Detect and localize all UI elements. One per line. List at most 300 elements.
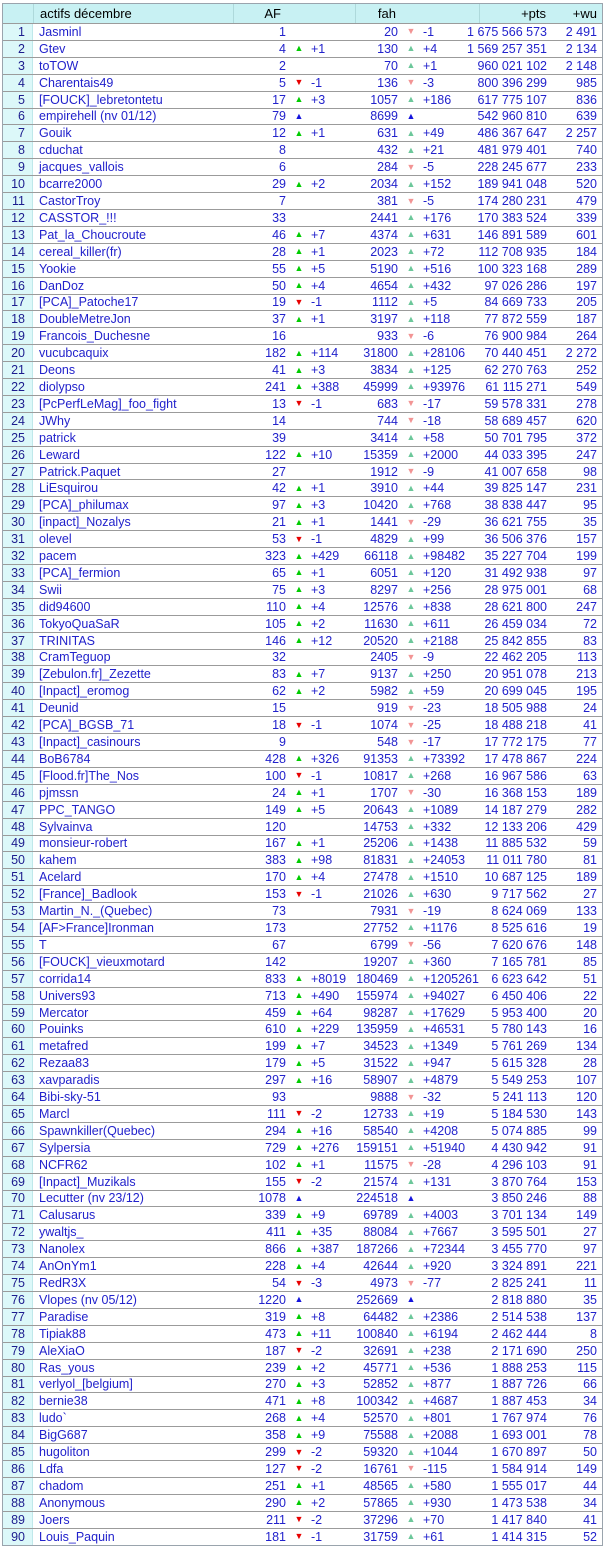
player-name[interactable]: corrida14 bbox=[39, 971, 92, 986]
af-trend-icon: ▲ bbox=[294, 618, 304, 629]
fah-trend-icon: ▲ bbox=[406, 1226, 416, 1237]
player-name[interactable]: Rezaa83 bbox=[39, 1056, 90, 1071]
fah-delta: +432 bbox=[423, 278, 452, 293]
wu-value: 16 bbox=[583, 1022, 597, 1037]
fah-trend-icon: ▲ bbox=[406, 43, 416, 54]
player-name[interactable]: TRINITAS bbox=[39, 633, 96, 648]
fah-trend-icon: ▲ bbox=[406, 668, 416, 679]
pts-value: 1 417 840 bbox=[491, 1512, 547, 1527]
table-row bbox=[3, 1122, 602, 1139]
af-value: 75 bbox=[272, 582, 286, 597]
table-row bbox=[3, 310, 602, 327]
fah-trend-icon: ▲ bbox=[406, 1007, 416, 1018]
player-name[interactable]: did94600 bbox=[39, 599, 91, 614]
rank-cell: 12 bbox=[3, 210, 33, 226]
rank-cell: 84 bbox=[3, 1427, 33, 1443]
rank-cell: 70 bbox=[3, 1191, 33, 1207]
player-name[interactable]: verlyol_[belgium] bbox=[39, 1377, 133, 1392]
table-row bbox=[3, 1342, 602, 1359]
fah-delta: +61 bbox=[423, 1529, 445, 1544]
player-name[interactable]: cduchat bbox=[39, 143, 83, 158]
player-name[interactable]: Deunid bbox=[39, 701, 79, 716]
player-name[interactable]: Ldfa bbox=[39, 1461, 64, 1476]
af-delta: +326 bbox=[311, 751, 340, 766]
fah-delta: +73392 bbox=[423, 751, 466, 766]
wu-value: 28 bbox=[583, 1056, 597, 1071]
fah-trend-icon: ▲ bbox=[406, 1378, 416, 1389]
af-trend-icon: ▼ bbox=[294, 1514, 304, 1525]
fah-value: 432 bbox=[377, 143, 398, 158]
player-name[interactable]: [Inpact]_Muzikals bbox=[39, 1174, 136, 1189]
table-row bbox=[3, 344, 602, 361]
af-trend-icon: ▲ bbox=[294, 178, 304, 189]
pts-value: 16 368 153 bbox=[484, 785, 547, 800]
player-name[interactable]: Calusarus bbox=[39, 1208, 96, 1223]
af-delta: -2 bbox=[311, 1445, 323, 1460]
pts-value: 617 775 107 bbox=[477, 92, 547, 107]
player-name[interactable]: Gouik bbox=[39, 126, 72, 141]
table-row bbox=[3, 919, 602, 936]
table-row bbox=[3, 513, 602, 530]
wu-value: 99 bbox=[583, 1123, 597, 1138]
wu-value: 120 bbox=[576, 1090, 597, 1105]
af-delta: -3 bbox=[311, 1276, 323, 1291]
pts-value: 44 033 395 bbox=[484, 447, 547, 462]
player-name[interactable]: DoubleMetreJon bbox=[39, 312, 131, 327]
player-name[interactable]: patrick bbox=[39, 430, 76, 445]
af-delta bbox=[309, 210, 355, 226]
fah-trend-icon: ▲ bbox=[406, 1192, 416, 1203]
player-name[interactable]: Sylvainva bbox=[39, 819, 93, 834]
rank-cell: 6 bbox=[3, 109, 33, 125]
af-trend-icon: ▼ bbox=[294, 533, 304, 544]
fah-trend-icon: ▲ bbox=[406, 1074, 416, 1085]
fah-trend-icon: ▲ bbox=[406, 110, 416, 121]
af-value: 149 bbox=[265, 802, 286, 817]
player-name[interactable]: vucubcaquix bbox=[39, 346, 109, 361]
af-delta: -2 bbox=[311, 1343, 323, 1358]
pts-value: 17 772 175 bbox=[484, 735, 547, 750]
rank-cell: 40 bbox=[3, 683, 33, 699]
fah-value: 631 bbox=[377, 126, 398, 141]
fah-delta: +1176 bbox=[423, 920, 458, 935]
player-name[interactable]: chadom bbox=[39, 1478, 84, 1493]
af-trend-icon bbox=[289, 819, 309, 835]
af-delta: +4 bbox=[311, 278, 326, 293]
fah-trend-icon: ▼ bbox=[406, 330, 416, 341]
wu-value: 264 bbox=[576, 329, 597, 344]
rank-cell: 19 bbox=[3, 328, 33, 344]
rank-cell: 52 bbox=[3, 886, 33, 902]
player-name[interactable]: [Flood.fr]The_Nos bbox=[39, 768, 140, 783]
table-row bbox=[3, 1477, 602, 1494]
rank-cell: 32 bbox=[3, 548, 33, 564]
wu-value: 78 bbox=[583, 1428, 597, 1443]
player-name[interactable]: Acelard bbox=[39, 870, 82, 885]
table-row bbox=[3, 1291, 602, 1308]
fah-value: 8699 bbox=[370, 109, 398, 124]
fah-delta: -9 bbox=[423, 464, 435, 479]
rank-cell: 9 bbox=[3, 159, 33, 175]
table-row bbox=[3, 479, 602, 496]
player-name[interactable]: BoB6784 bbox=[39, 751, 91, 766]
player-name[interactable]: Charentais49 bbox=[39, 75, 114, 90]
table-row bbox=[3, 970, 602, 987]
player-name[interactable]: Pat_la_Choucroute bbox=[39, 227, 147, 242]
player-name[interactable]: pjmssn bbox=[39, 785, 79, 800]
pts-value: 35 227 704 bbox=[484, 549, 547, 564]
player-name[interactable]: Ras_yous bbox=[39, 1360, 95, 1375]
rank-cell: 38 bbox=[3, 650, 33, 666]
player-name[interactable]: bernie38 bbox=[39, 1394, 88, 1409]
af-delta: -1 bbox=[311, 1529, 323, 1544]
fah-trend-icon: ▼ bbox=[406, 26, 416, 37]
table-row bbox=[3, 361, 602, 378]
player-name[interactable]: Leward bbox=[39, 447, 80, 462]
af-value: 729 bbox=[265, 1140, 286, 1155]
player-name[interactable]: CramTeguop bbox=[39, 650, 111, 665]
af-delta: +12 bbox=[311, 633, 333, 648]
rank-cell: 61 bbox=[3, 1038, 33, 1054]
wu-value: 77 bbox=[583, 735, 597, 750]
player-name[interactable]: Martin_N._(Quebec) bbox=[39, 904, 153, 919]
table-row bbox=[3, 1443, 602, 1460]
player-name[interactable]: Sylpersia bbox=[39, 1140, 91, 1155]
fah-delta: +94027 bbox=[423, 988, 466, 1003]
fah-trend-icon: ▼ bbox=[406, 702, 416, 713]
table-row bbox=[3, 175, 602, 192]
player-name[interactable]: xavparadis bbox=[39, 1073, 100, 1088]
header-af-arrow-spacer bbox=[289, 4, 309, 23]
table-row bbox=[3, 243, 602, 260]
af-trend-icon: ▲ bbox=[294, 482, 304, 493]
fah-delta: -9 bbox=[423, 650, 435, 665]
fah-trend-icon: ▲ bbox=[406, 1395, 416, 1406]
fah-delta: +332 bbox=[423, 819, 452, 834]
rank-cell: 89 bbox=[3, 1512, 33, 1528]
pts-value: 16 967 586 bbox=[484, 768, 547, 783]
rank-cell: 75 bbox=[3, 1275, 33, 1291]
player-name[interactable]: [Zebulon.fr]_Zezette bbox=[39, 667, 151, 682]
af-delta: +1 bbox=[311, 1478, 326, 1493]
player-name[interactable]: toTOW bbox=[39, 58, 79, 73]
rank-cell: 29 bbox=[3, 497, 33, 513]
af-value: 339 bbox=[265, 1208, 286, 1223]
af-delta bbox=[309, 819, 355, 835]
player-name[interactable]: AnOnYm1 bbox=[39, 1259, 97, 1274]
table-row bbox=[3, 1392, 602, 1409]
player-name[interactable]: bcarre2000 bbox=[39, 177, 103, 192]
af-value: 18 bbox=[272, 718, 286, 733]
fah-delta: +120 bbox=[423, 565, 452, 580]
player-name[interactable]: Deons bbox=[39, 363, 76, 378]
af-value: 111 bbox=[266, 1106, 286, 1121]
fah-delta: -25 bbox=[423, 718, 442, 733]
table-row bbox=[3, 767, 602, 784]
player-name[interactable]: olevel bbox=[39, 532, 72, 547]
player-name[interactable]: Yookie bbox=[39, 261, 77, 276]
fah-delta: +580 bbox=[423, 1478, 452, 1493]
pts-value: 3 595 501 bbox=[491, 1225, 547, 1240]
fah-value: 8297 bbox=[370, 582, 398, 597]
rank-cell: 51 bbox=[3, 869, 33, 885]
rank-cell: 1 bbox=[3, 24, 33, 40]
table-row bbox=[3, 192, 602, 209]
pts-value: 26 459 034 bbox=[484, 616, 547, 631]
player-name[interactable]: ludo` bbox=[39, 1411, 67, 1426]
rank-cell: 64 bbox=[3, 1089, 33, 1105]
af-trend-icon: ▲ bbox=[294, 364, 304, 375]
player-name[interactable]: monsieur-robert bbox=[39, 836, 128, 851]
wu-value: 85 bbox=[583, 954, 597, 969]
player-name[interactable]: CastorTroy bbox=[39, 194, 101, 209]
pts-value: 14 187 279 bbox=[484, 802, 547, 817]
table-row bbox=[3, 1054, 602, 1071]
fah-value: 252669 bbox=[356, 1292, 398, 1307]
af-value: 1220 bbox=[258, 1292, 286, 1307]
pts-value: 41 007 658 bbox=[484, 464, 547, 479]
rank-cell: 3 bbox=[3, 58, 33, 74]
rank-cell: 66 bbox=[3, 1123, 33, 1139]
player-name[interactable]: CASSTOR_!!! bbox=[39, 210, 117, 225]
player-name[interactable]: PPC_TANGO bbox=[39, 802, 116, 817]
player-name[interactable]: Joers bbox=[39, 1512, 70, 1527]
player-name[interactable]: [inpact]_Nozalys bbox=[39, 515, 131, 530]
fah-delta bbox=[421, 1191, 479, 1207]
pts-value: 50 701 795 bbox=[484, 430, 547, 445]
rank-cell: 87 bbox=[3, 1478, 33, 1494]
player-name[interactable]: [FOUCK]_vieuxmotard bbox=[39, 954, 165, 969]
af-value: 17 bbox=[272, 92, 286, 107]
player-name[interactable]: NCFR62 bbox=[39, 1157, 88, 1172]
player-name[interactable]: Pouinks bbox=[39, 1022, 84, 1037]
rank-cell: 80 bbox=[3, 1360, 33, 1376]
player-name[interactable]: empirehell (nv 01/12) bbox=[39, 109, 157, 124]
pts-value: 61 115 271 bbox=[485, 379, 547, 394]
fah-trend-icon: ▲ bbox=[406, 618, 416, 629]
fah-delta: +250 bbox=[423, 667, 452, 682]
rank-cell: 27 bbox=[3, 464, 33, 480]
af-delta: +5 bbox=[311, 802, 326, 817]
pts-value: 84 669 733 bbox=[484, 295, 547, 310]
wu-value: 34 bbox=[583, 1394, 597, 1409]
player-name[interactable]: [PcPerfLeMag]_foo_fight bbox=[39, 396, 177, 411]
pts-value: 58 689 457 bbox=[484, 413, 547, 428]
player-name[interactable]: JWhy bbox=[39, 413, 71, 428]
rank-cell: 55 bbox=[3, 937, 33, 953]
rank-cell: 77 bbox=[3, 1309, 33, 1325]
pts-value: 960 021 102 bbox=[477, 58, 547, 73]
player-name[interactable]: Spawnkiller(Quebec) bbox=[39, 1123, 156, 1138]
fah-delta: +93976 bbox=[423, 379, 466, 394]
fah-value: 11630 bbox=[364, 616, 398, 631]
af-trend-icon: ▲ bbox=[294, 990, 304, 1001]
af-trend-icon: ▲ bbox=[294, 1142, 304, 1153]
rank-cell: 30 bbox=[3, 514, 33, 530]
player-name[interactable]: Vlopes (nv 05/12) bbox=[39, 1292, 137, 1307]
player-name[interactable]: [Inpact]_eromog bbox=[39, 684, 130, 699]
player-name[interactable]: Patrick.Paquet bbox=[39, 464, 121, 479]
af-value: 1078 bbox=[258, 1191, 286, 1206]
player-name[interactable]: jacques_vallois bbox=[39, 160, 124, 175]
fah-delta: +630 bbox=[423, 887, 452, 902]
fah-trend-icon: ▼ bbox=[406, 1463, 416, 1474]
player-name[interactable]: Tipiak88 bbox=[39, 1326, 86, 1341]
player-name[interactable]: ywaltjs_ bbox=[39, 1225, 84, 1240]
af-delta: +1 bbox=[311, 515, 326, 530]
af-delta: +9 bbox=[311, 1208, 326, 1223]
header-fah-arrow-spacer bbox=[401, 4, 421, 23]
rank-cell: 86 bbox=[3, 1461, 33, 1477]
player-name[interactable]: Univers93 bbox=[39, 988, 96, 1003]
player-name[interactable]: T bbox=[39, 937, 47, 952]
rank-cell: 71 bbox=[3, 1207, 33, 1223]
table-row bbox=[3, 1460, 602, 1477]
af-trend-icon: ▼ bbox=[294, 1531, 304, 1542]
table-row bbox=[3, 699, 602, 716]
wu-value: 157 bbox=[576, 532, 597, 547]
af-value: 79 bbox=[272, 109, 286, 124]
rank-cell: 76 bbox=[3, 1292, 33, 1308]
fah-value: 15359 bbox=[363, 447, 398, 462]
table-row bbox=[3, 277, 602, 294]
fah-value: 52570 bbox=[363, 1411, 398, 1426]
fah-value: 155974 bbox=[356, 988, 398, 1003]
rank-cell: 63 bbox=[3, 1072, 33, 1088]
af-delta bbox=[309, 142, 355, 158]
af-value: 5 bbox=[279, 75, 286, 90]
player-name[interactable]: BigG687 bbox=[39, 1428, 88, 1443]
player-name[interactable]: [Inpact]_casinours bbox=[39, 735, 141, 750]
player-name[interactable]: DanDoz bbox=[39, 278, 85, 293]
wu-value: 372 bbox=[576, 430, 597, 445]
fah-trend-icon: ▲ bbox=[406, 584, 416, 595]
player-name[interactable]: AleXiaO bbox=[39, 1343, 85, 1358]
table-row bbox=[3, 615, 602, 632]
fah-trend-icon: ▲ bbox=[406, 263, 416, 274]
player-name[interactable]: Francois_Duchesne bbox=[39, 329, 151, 344]
player-name[interactable]: Jasminl bbox=[39, 24, 82, 39]
fah-value: 9137 bbox=[370, 667, 398, 682]
player-name[interactable]: Swii bbox=[39, 582, 62, 597]
player-name[interactable]: cereal_killer(fr) bbox=[39, 244, 122, 259]
player-name[interactable]: hugoliton bbox=[39, 1445, 90, 1460]
pts-value: 6 623 642 bbox=[491, 971, 547, 986]
player-name[interactable]: Mercator bbox=[39, 1005, 89, 1020]
fah-delta: -17 bbox=[423, 396, 442, 411]
player-name[interactable]: Marcl bbox=[39, 1106, 70, 1121]
af-delta: +1 bbox=[311, 836, 326, 851]
af-trend-icon: ▲ bbox=[294, 516, 304, 527]
af-delta: +229 bbox=[311, 1022, 340, 1037]
header-rank bbox=[3, 4, 33, 23]
fah-value: 10420 bbox=[363, 498, 398, 513]
af-value: 33 bbox=[272, 210, 286, 225]
player-name[interactable]: diolypso bbox=[39, 379, 85, 394]
pts-value: 38 838 447 bbox=[484, 498, 547, 513]
wu-value: 59 bbox=[583, 836, 597, 851]
player-name[interactable]: Lecutter (nv 23/12) bbox=[39, 1191, 144, 1206]
af-trend-icon bbox=[289, 430, 309, 446]
fah-value: 3910 bbox=[370, 481, 398, 496]
fah-value: 32691 bbox=[363, 1343, 398, 1358]
fah-trend-icon: ▲ bbox=[406, 1125, 416, 1136]
wu-value: 41 bbox=[583, 718, 597, 733]
af-value: 411 bbox=[266, 1225, 286, 1240]
player-name[interactable]: Paradise bbox=[39, 1309, 89, 1324]
pts-value: 1 473 538 bbox=[491, 1495, 547, 1510]
player-name[interactable]: LiEsquirou bbox=[39, 481, 99, 496]
pts-value: 31 492 938 bbox=[484, 565, 547, 580]
fah-value: 9888 bbox=[370, 1090, 398, 1105]
table-row bbox=[3, 395, 602, 412]
header-af: AF bbox=[233, 4, 289, 23]
player-name[interactable]: RedR3X bbox=[39, 1276, 87, 1291]
rank-cell: 2 bbox=[3, 41, 33, 57]
af-delta: +2 bbox=[311, 1360, 326, 1375]
player-name[interactable]: [FOUCK]_lebretontetu bbox=[39, 92, 163, 107]
af-value: 251 bbox=[265, 1478, 286, 1493]
pts-value: 2 818 880 bbox=[491, 1292, 547, 1307]
player-name[interactable]: pacem bbox=[39, 549, 77, 564]
fah-trend-icon: ▼ bbox=[406, 1091, 416, 1102]
fah-delta: +4208 bbox=[423, 1123, 459, 1138]
player-name[interactable]: TokyoQuaSaR bbox=[39, 616, 120, 631]
player-name[interactable]: [PCA]_fermion bbox=[39, 565, 121, 580]
af-delta: -1 bbox=[311, 768, 323, 783]
af-delta: +98 bbox=[311, 853, 333, 868]
fah-trend-icon: ▲ bbox=[406, 1446, 416, 1457]
player-name[interactable]: Nanolex bbox=[39, 1242, 85, 1257]
fah-trend-icon: ▲ bbox=[406, 178, 416, 189]
player-name[interactable]: [AF>France]Ironman bbox=[39, 920, 154, 935]
pts-value: 36 506 376 bbox=[484, 532, 547, 547]
af-value: 12 bbox=[272, 126, 286, 141]
wu-value: 115 bbox=[577, 1360, 597, 1375]
wu-value: 620 bbox=[576, 413, 597, 428]
player-name[interactable]: [PCA]_Patoche17 bbox=[39, 295, 139, 310]
fah-value: 1707 bbox=[370, 785, 398, 800]
wu-value: 520 bbox=[576, 177, 597, 192]
fah-delta: -29 bbox=[423, 515, 442, 530]
player-name[interactable]: kahem bbox=[39, 853, 77, 868]
af-trend-icon: ▲ bbox=[294, 1362, 304, 1373]
af-delta: +7 bbox=[311, 227, 326, 242]
player-name[interactable]: [PCA]_philumax bbox=[39, 498, 129, 513]
pts-value: 62 270 763 bbox=[484, 363, 547, 378]
player-name[interactable]: Bibi-sky-51 bbox=[39, 1090, 101, 1105]
af-trend-icon: ▲ bbox=[294, 1243, 304, 1254]
player-name[interactable]: metafred bbox=[39, 1039, 89, 1054]
player-name[interactable]: Anonymous bbox=[39, 1495, 106, 1510]
pts-value: 481 979 401 bbox=[477, 143, 547, 158]
fah-value: 919 bbox=[377, 701, 398, 716]
player-name[interactable]: [France]_Badlook bbox=[39, 887, 137, 902]
af-value: 270 bbox=[265, 1377, 286, 1392]
fah-delta: +877 bbox=[423, 1377, 452, 1392]
fah-trend-icon: ▲ bbox=[406, 381, 416, 392]
pts-value: 1 584 914 bbox=[491, 1461, 547, 1476]
fah-trend-icon: ▲ bbox=[406, 1480, 416, 1491]
player-name[interactable]: Gtev bbox=[39, 41, 66, 56]
player-name[interactable]: Louis_Paquin bbox=[39, 1529, 115, 1544]
af-delta: +16 bbox=[311, 1073, 333, 1088]
player-name[interactable]: [PCA]_BGSB_71 bbox=[39, 718, 135, 733]
fah-delta bbox=[421, 109, 479, 125]
af-delta: -1 bbox=[311, 75, 323, 90]
fah-trend-icon: ▲ bbox=[406, 1023, 416, 1034]
rank-cell: 72 bbox=[3, 1224, 33, 1240]
